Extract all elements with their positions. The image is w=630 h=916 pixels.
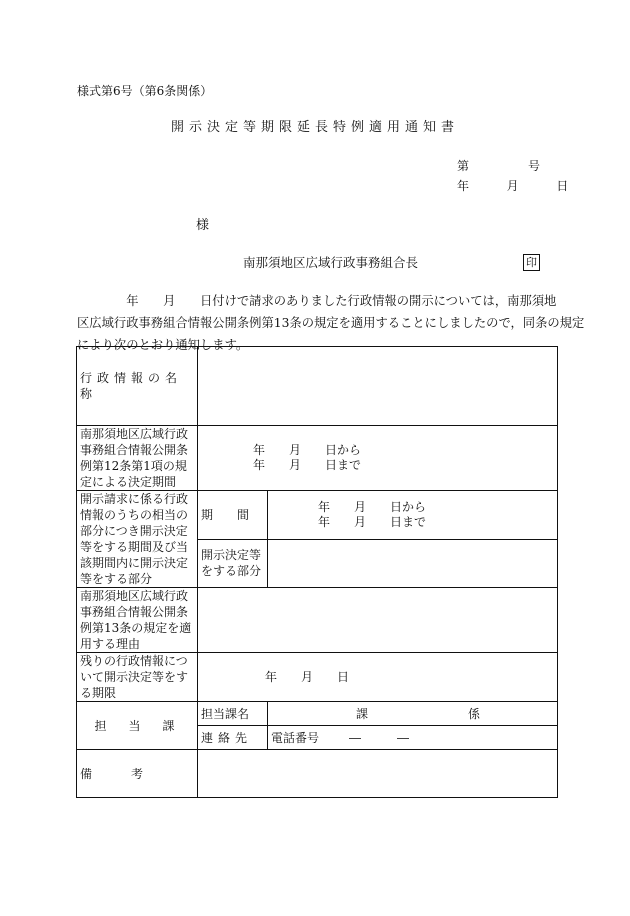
biko-value[interactable] [198,750,558,798]
phone-dash: ― [349,730,362,745]
decision-period-value[interactable]: 年 月 日から 年 月 日まで [198,426,558,491]
seal-mark: 印 [523,254,540,271]
part-value[interactable] [268,539,558,588]
part-label: 開示決定等をする部分 [198,539,268,588]
notice-body-line: により次のとおり通知します。 [77,338,249,352]
date-year-label: 年 [457,179,470,193]
phone-label: 電話番号 [271,730,320,745]
notice-table [76,346,558,798]
phone-dash: ― [397,730,410,745]
remaining-deadline-label: 残りの行政情報について開示決定等をする期限 [77,653,198,702]
record-name-value[interactable] [198,347,558,426]
period-to: 日まで [390,514,427,529]
remaining-deadline-value[interactable]: 年 月 日 [198,653,558,702]
biko-label: 備 考 [77,750,198,798]
tanto-section-label: 担当課名 [198,702,268,726]
document-date [457,180,568,192]
contact-value[interactable] [268,726,558,750]
tanto-label: 担 当 課 [77,702,198,750]
period-from: 日から [390,499,427,514]
partial-decision-label: 開示請求に係る行政情報のうちの相当の部分につき開示決定等をする期間及び当該期間内に開示決定等をする部分 [77,491,198,588]
document-number-suffix: 号 [528,159,541,173]
record-name-label: 行政情報の名称 [77,347,198,426]
decision-period-label: 南那須地区広域行政事務組合情報公開条例第12条第1項の規定による決定期間 [77,426,198,491]
kakari-label: 係 [468,706,481,721]
reason-label: 南那須地区広域行政事務組合情報公開条例第13条の規定を適用する理由 [77,588,198,653]
decision-from: 日から [325,443,362,457]
date-day-label: 日 [556,179,569,193]
notice-body-line: 区広域行政事務組合情報公開条例第13条の規定を適用することにしましたので，同条の規定 [77,316,585,330]
period-value[interactable]: 年 月 日から 年 月 日まで [268,491,558,540]
period-label: 期 間 [198,491,268,540]
addressee-suffix: 様 [196,218,210,233]
reason-value[interactable] [198,588,558,653]
tanto-section-value[interactable] [268,702,558,726]
document-title: 開示決定等期限延長特例適用通知書 [170,120,459,135]
decision-to: 日まで [325,458,362,472]
ka-label: 課 [356,706,369,721]
date-month-label: 月 [506,179,519,193]
form-label: 様式第6号（第6条関係） [77,84,213,98]
contact-label: 連絡先 [198,726,268,750]
document-number-prefix: 第 [457,159,470,173]
sender-name: 南那須地区広域行政事務組合長 [243,255,419,270]
notice-body-line: 年 月 日付けで請求のありました行政情報の開示については，南那須地 [77,294,557,308]
